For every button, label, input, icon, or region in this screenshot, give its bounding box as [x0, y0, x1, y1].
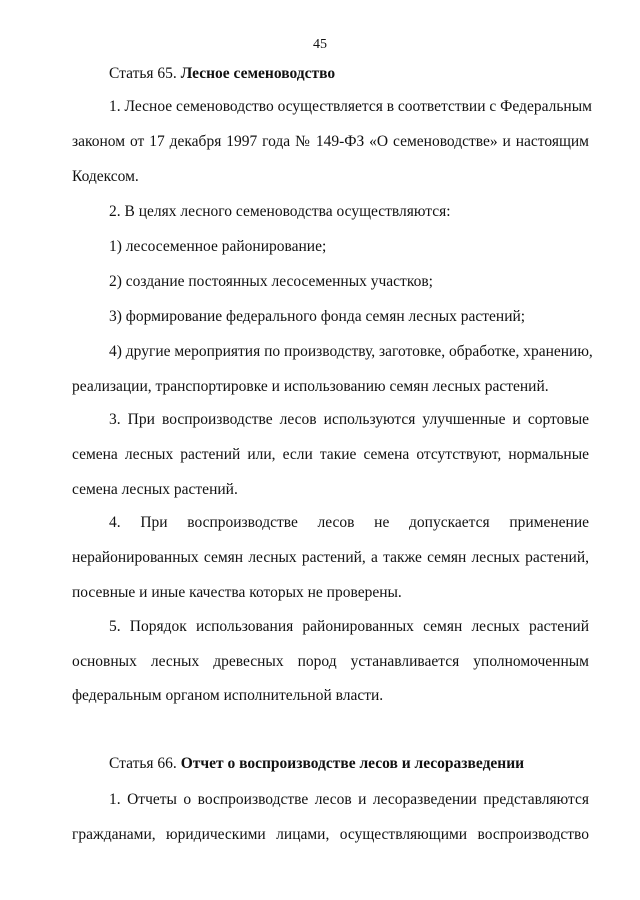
- page-number: 45: [313, 37, 327, 52]
- article-65-title: Лесное семеноводство: [180, 65, 336, 82]
- article-65-p1-line-2: законом от 17 декабря 1997 года № 149-ФЗ «О семеноводстве» и настоящим: [72, 133, 589, 150]
- article-65-p2: 2. В целях лесного семеноводства осуществляются:: [109, 203, 451, 220]
- article-65-item-4-line-2: реализации, транспортировке и использованию семян лесных растений.: [72, 378, 549, 395]
- article-65-item-4-line-1: 4) другие мероприятия по производству, заготовке, обработке, хранению,: [109, 343, 593, 360]
- article-65-p5-line-3: федеральным органом исполнительной власти.: [72, 687, 384, 704]
- article-65-p1-line-1: 1. Лесное семеноводство осуществляется в соответствии с Федеральным: [109, 98, 592, 115]
- article-65-p4-line-1: 4. При воспроизводстве лесов не допускается применение: [109, 514, 589, 531]
- article-66-title: Отчет о воспроизводстве лесов и лесоразведении: [180, 755, 525, 772]
- article-65-item-3: 3) формирование федерального фонда семян лесных растений;: [109, 308, 526, 325]
- article-65-p5-line-2: основных лесных древесных пород устанавливается уполномоченным: [72, 653, 589, 670]
- article-65-p3-line-1: 3. При воспроизводстве лесов используются улучшенные и сортовые: [109, 411, 589, 428]
- article-66-heading: [109, 754, 589, 774]
- article-65-number: Статья 65.: [109, 65, 177, 82]
- article-65-p3-line-3: семена лесных растений.: [72, 481, 238, 498]
- article-65-heading: [109, 64, 589, 84]
- article-65-item-1: 1) лесосеменное районирование;: [109, 238, 327, 255]
- article-66-p1-line-1: 1. Отчеты о воспроизводстве лесов и лесоразведении представляются: [109, 791, 589, 808]
- article-65-p4-line-3: посевные и иные качества которых не проверены.: [72, 584, 402, 601]
- article-65-p1-line-3: Кодексом.: [72, 168, 139, 185]
- article-65-p3-line-2: семена лесных растений или, если такие семена отсутствуют, нормальные: [72, 446, 589, 463]
- article-65-p5-line-1: 5. Порядок использования районированных семян лесных растений: [109, 618, 589, 635]
- article-66-p1-line-2: гражданами, юридическими лицами, осуществляющими воспроизводство: [72, 826, 589, 843]
- article-65-item-2: 2) создание постоянных лесосеменных участков;: [109, 273, 433, 290]
- article-65-p4-line-2: нерайонированных семян лесных растений, а также семян лесных растений,: [72, 549, 589, 566]
- article-66-number: Статья 66.: [109, 755, 177, 772]
